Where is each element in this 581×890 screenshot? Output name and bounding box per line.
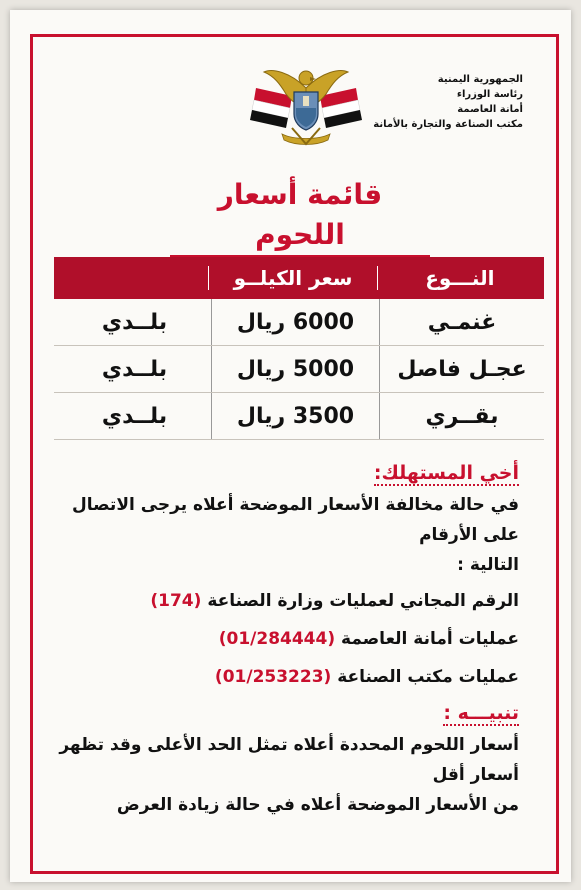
consumer-section bbox=[50, 462, 519, 690]
office-number: (01/253223) bbox=[214, 667, 332, 687]
price-value: 5000 ريال bbox=[236, 356, 355, 382]
header-line-ministry: رئاسة الوزراء bbox=[456, 89, 523, 100]
consumer-heading: أخي المستهلك: bbox=[373, 462, 519, 484]
price-cell bbox=[211, 346, 379, 392]
capital-number-line bbox=[50, 626, 519, 652]
document-sheet bbox=[10, 10, 571, 882]
free-number-label: الرقم المجاني لعمليات وزارة الصناعة bbox=[207, 591, 519, 611]
capital-number: (01/284444) bbox=[218, 629, 336, 649]
origin-cell: بلــدي bbox=[101, 309, 168, 335]
column-header-price: سعر الكيلــو bbox=[208, 266, 376, 290]
origin-cell: بلــدي bbox=[101, 403, 168, 429]
consumer-text: في حالة مخالفة الأسعار الموضحة أعلاه يرجى الاتصال على الأرقام bbox=[72, 495, 519, 545]
eagle-emblem-icon bbox=[246, 58, 366, 150]
table-row bbox=[54, 393, 544, 440]
consumer-text-cont: التالية : bbox=[457, 555, 519, 575]
meat-type-cell: عجـل فاصل bbox=[379, 346, 544, 392]
office-number-line bbox=[50, 664, 519, 690]
free-number-line bbox=[50, 588, 519, 614]
meat-type-cell: بقــري bbox=[379, 393, 544, 439]
price-value: 6000 ريال bbox=[236, 309, 355, 335]
price-cell bbox=[211, 299, 379, 345]
header-line-capital: أمانة العاصمة bbox=[457, 104, 523, 115]
notice-heading: تنبيـــه : bbox=[443, 702, 519, 724]
title-wrapper bbox=[170, 175, 430, 251]
price-value: 3500 ريال bbox=[236, 403, 355, 429]
origin-cell: بلــدي bbox=[101, 356, 168, 382]
meat-price-table bbox=[54, 257, 544, 440]
free-number: (174) bbox=[150, 591, 202, 611]
column-header-type: النـــوع bbox=[377, 266, 542, 290]
table-row bbox=[54, 346, 544, 393]
header-line-country: الجمهورية اليمنية bbox=[437, 74, 523, 85]
office-number-label: عمليات مكتب الصناعة bbox=[337, 667, 519, 687]
capital-number-label: عمليات أمانة العاصمة bbox=[341, 629, 519, 649]
table-row bbox=[54, 299, 544, 346]
table-header-row bbox=[54, 257, 544, 299]
header-line-office: مكتب الصناعة والتجارة بالأمانة bbox=[373, 119, 523, 130]
page-title: قائمة أسعار اللحوم bbox=[170, 175, 430, 258]
notice-line-1: أسعار اللحوم المحددة أعلاه تمثل الحد الأعلى وقد تظهر أسعار أقل bbox=[59, 735, 519, 785]
notice-line-2: من الأسعار الموضحة أعلاه في حالة زيادة العرض bbox=[116, 795, 519, 815]
notice-section bbox=[50, 702, 519, 820]
price-cell bbox=[211, 393, 379, 439]
meat-type-cell: غنمـي bbox=[379, 299, 544, 345]
